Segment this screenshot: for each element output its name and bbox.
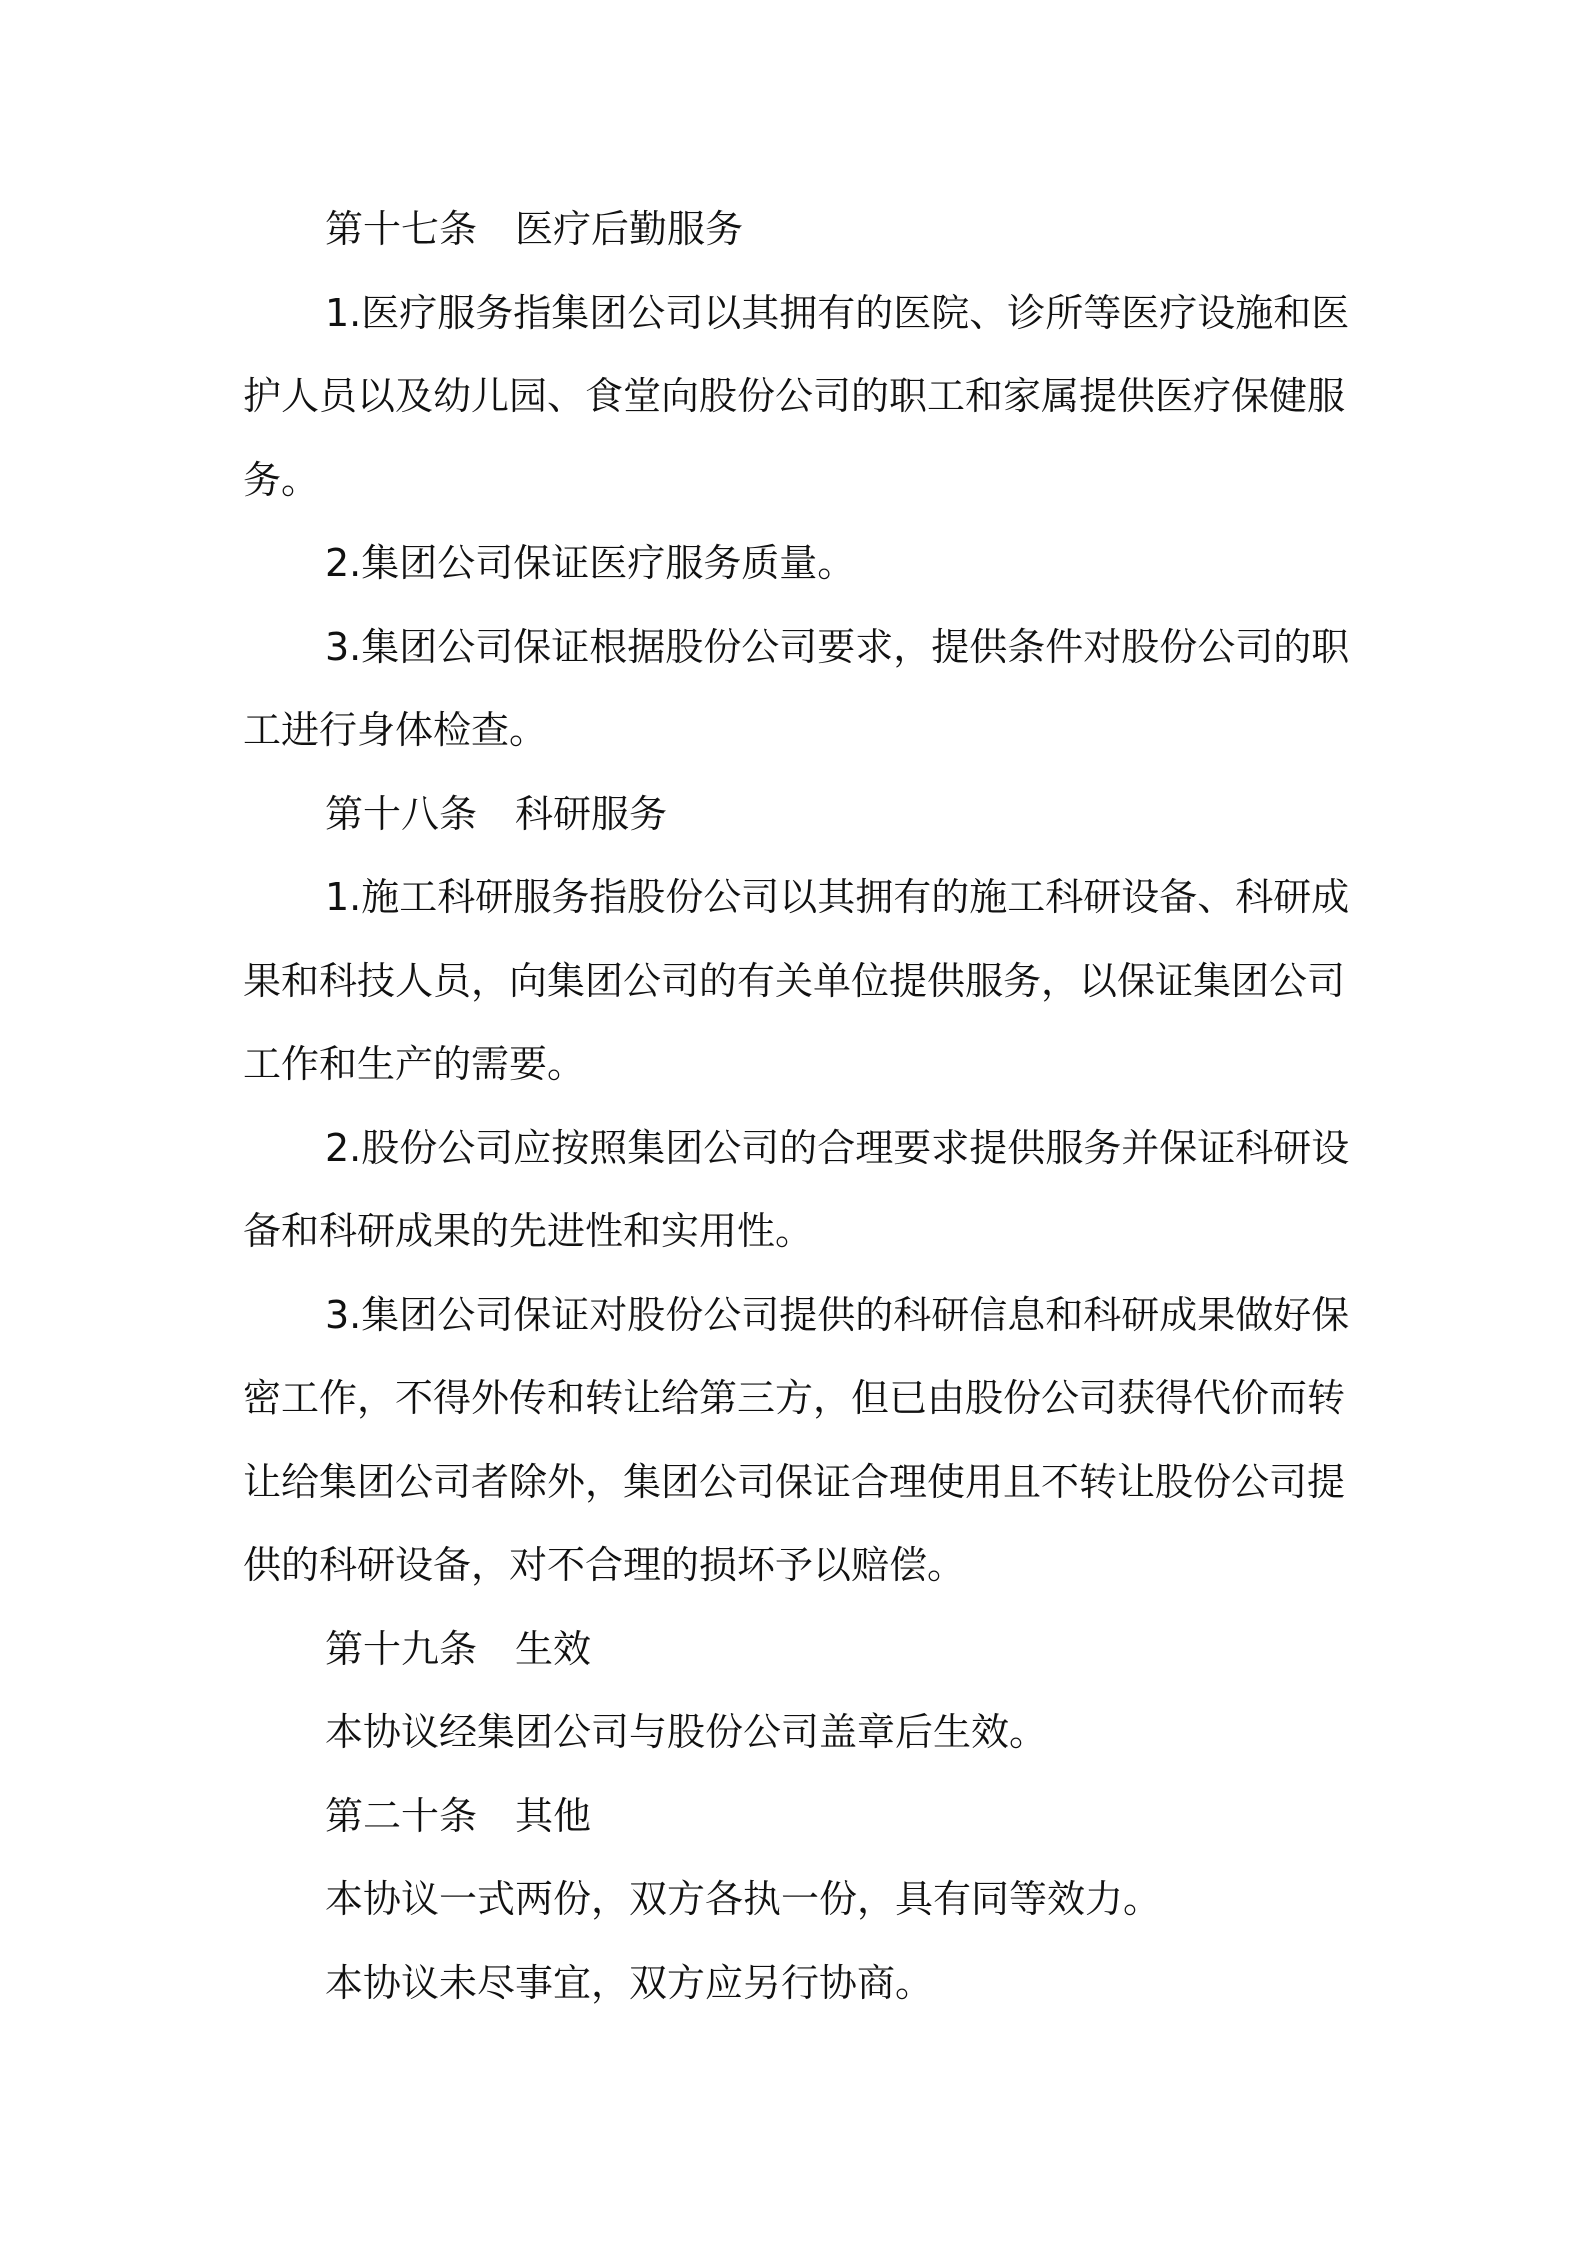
- article-18-clause-1: 1.施工科研服务指股份公司以其拥有的施工科研设备、科研成果和科技人员，向集团公司的有关单位提供服务，以保证集团公司工作和生产的需要。: [243, 875, 1350, 1086]
- article-number: 第十八条: [325, 791, 478, 836]
- article-number: 第二十条: [325, 1793, 478, 1838]
- article-title: 科研服务: [515, 791, 668, 836]
- article-18-heading: [243, 773, 1353, 857]
- article-number: 第十七条: [325, 207, 478, 251]
- article-17-clause-1: 1.医疗服务指集团公司以其拥有的医院、诊所等医疗设施和医护人员以及幼儿园、食堂向股份公司的职工和家属提供医疗保健服务。: [243, 290, 1350, 502]
- article-20-heading: [243, 1775, 1353, 1859]
- article-number: 第十九条: [325, 1626, 478, 1671]
- article-17-clause-2: 2.集团公司保证医疗服务质量。: [325, 541, 856, 585]
- article-20-text-1: 本协议一式两份，双方各执一份，具有同等效力。: [325, 1877, 1162, 1921]
- article-17-clause-3: 3.集团公司保证根据股份公司要求，提供条件对股份公司的职工进行身体检查。: [243, 624, 1350, 752]
- article-18-clause-3: 3.集团公司保证对股份公司提供的科研信息和科研成果做好保密工作，不得外传和转让给第三方，但已由股份公司获得代价而转让给集团公司者除外，集团公司保证合理使用且不转让股份公司提供的科研设备，对不合理的损坏予以赔偿。: [243, 1292, 1350, 1587]
- document-body: [243, 188, 1353, 2025]
- article-title: 医疗后勤服务: [515, 207, 744, 251]
- article-18-clause-2: 2.股份公司应按照集团公司的合理要求提供服务并保证科研设备和科研成果的先进性和实用性。: [243, 1125, 1350, 1253]
- article-17-heading: [243, 188, 1353, 272]
- article-19-heading: [243, 1608, 1353, 1692]
- article-20-text-2: 本协议未尽事宜，双方应另行协商。: [325, 1960, 934, 2005]
- article-title: 其他: [515, 1793, 592, 1838]
- article-title: 生效: [515, 1626, 592, 1671]
- article-19-text: 本协议经集团公司与股份公司盖章后生效。: [325, 1710, 1048, 1754]
